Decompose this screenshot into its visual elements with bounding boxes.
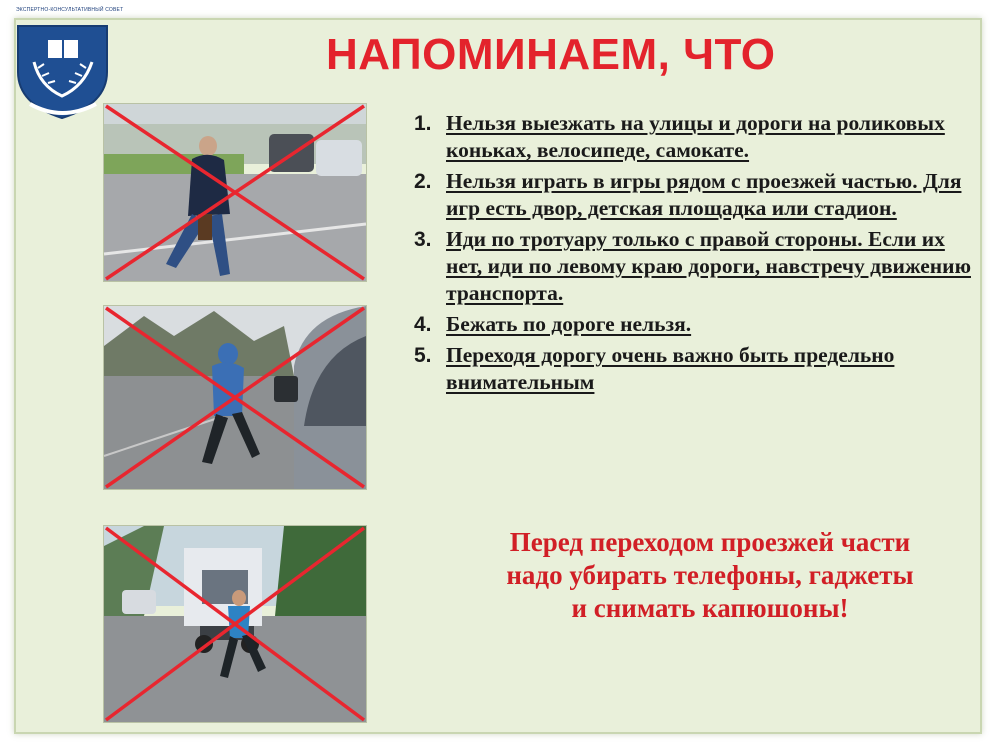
logo-caption: ЭКСПЕРТНО-КОНСУЛЬТАТИВНЫЙ СОВЕТ	[16, 7, 124, 13]
rule-number: 4.	[414, 313, 432, 336]
warning-line-1: Перед переходом проезжей части	[509, 527, 911, 557]
rule-text: Нельзя играть в игры рядом с проезжей частью. Для игр есть двор, детская площадка или стадион.	[446, 169, 962, 220]
photo-person-in-hood-crossing-road	[103, 305, 367, 490]
warning-line-3: и снимать капюшоны!	[571, 593, 849, 623]
rules-list	[414, 110, 974, 400]
warning-line-2: надо убирать телефоны, гаджеты	[506, 560, 914, 590]
rule-item	[414, 226, 974, 307]
rule-text: Бежать по дороге нельзя.	[446, 312, 692, 336]
warning-message	[430, 526, 990, 625]
photo-boy-crossing-in-front-of-truck	[103, 525, 367, 723]
rule-number: 5.	[414, 344, 432, 367]
school-logo	[10, 12, 115, 122]
rule-number: 3.	[414, 228, 432, 251]
photo-man-with-headphones-crossing-road	[103, 103, 367, 282]
rule-item	[414, 168, 974, 222]
rule-item	[414, 110, 974, 164]
rule-item	[414, 342, 974, 396]
rule-number: 2.	[414, 170, 432, 193]
rule-item	[414, 311, 974, 338]
rule-text: Переходя дорогу очень важно быть предельно внимательным	[446, 343, 895, 394]
rule-text: Иди по тротуару только с правой стороны. Если их нет, иди по левому краю дороги, навстречу движению транспорта.	[446, 227, 971, 305]
page-title: НАПОМИНАЕМ, ЧТО	[326, 30, 776, 79]
rule-text: Нельзя выезжать на улицы и дороги на роликовых коньках, велосипеде, самокате.	[446, 111, 945, 162]
rule-number: 1.	[414, 112, 432, 135]
